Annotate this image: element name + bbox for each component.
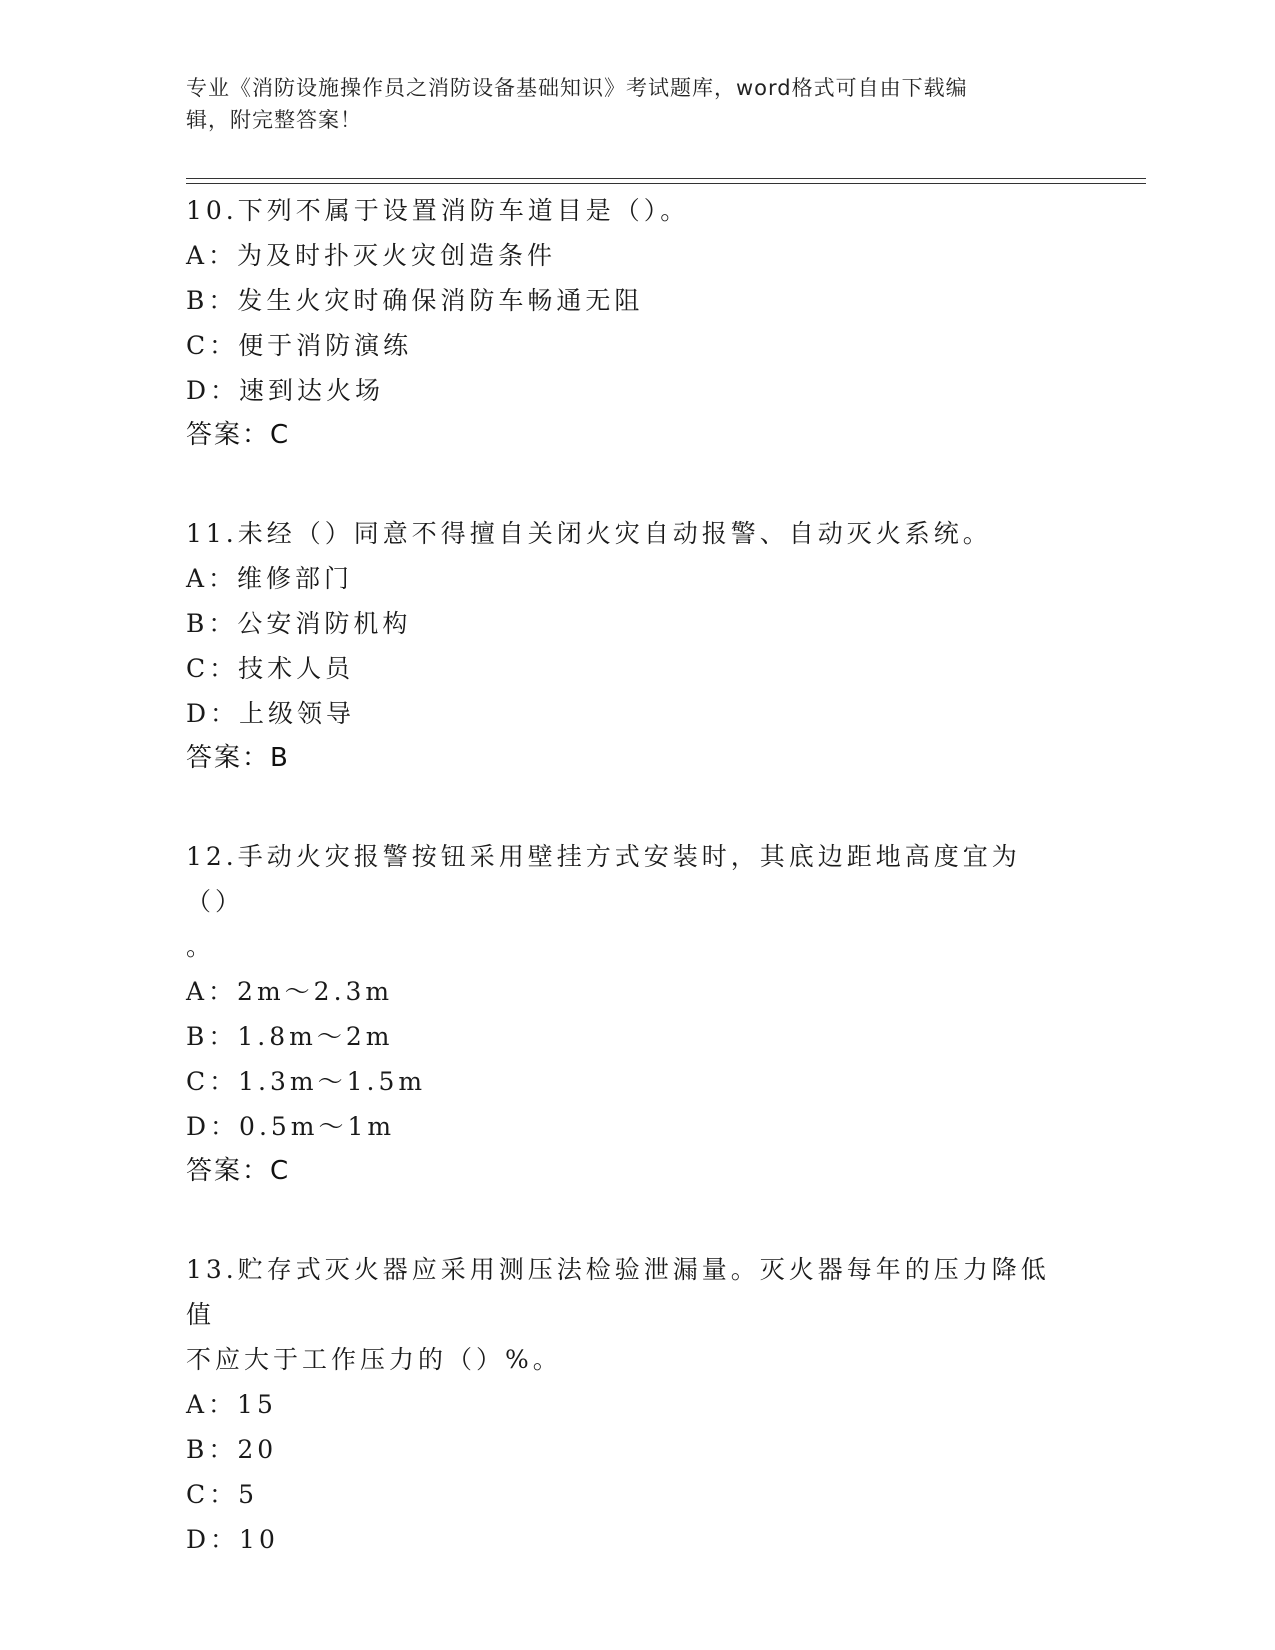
document-header xyxy=(186,72,1066,136)
header-divider-top xyxy=(186,178,1146,179)
question-stem: 12.手动火灾报警按钮采用壁挂方式安装时，其底边距地高度宜为（） xyxy=(186,842,1021,916)
option-d: D：0.5m～1m xyxy=(186,1112,396,1141)
header-line-1: 专业《消防设施操作员之消防设备基础知识》考试题库，word格式可自由下载编 xyxy=(186,76,968,100)
question-list xyxy=(186,188,1086,1562)
option-a: A：2m～2.3m xyxy=(186,977,394,1006)
question-spacer xyxy=(186,458,1086,511)
question-12 xyxy=(186,834,1086,1194)
question-stem: 13.贮存式灭火器应采用测压法检验泄漏量。灭火器每年的压力降低值 xyxy=(186,1255,1050,1329)
option-b: B：20 xyxy=(186,1435,278,1464)
option-d: D：10 xyxy=(186,1525,279,1554)
header-line-2: 辑，附完整答案！ xyxy=(186,108,362,132)
header-divider-bottom xyxy=(186,183,1146,184)
question-stem: 10.下列不属于设置消防车道目是（）。 xyxy=(186,196,690,225)
option-b: B：1.8m～2m xyxy=(186,1022,394,1051)
option-b: B：发生火灾时确保消防车畅通无阻 xyxy=(186,286,644,315)
question-10 xyxy=(186,188,1086,458)
option-d: D：速到达火场 xyxy=(186,376,385,405)
option-b: B：公安消防机构 xyxy=(186,609,412,638)
option-c: C：技术人员 xyxy=(186,654,355,683)
option-c: C：便于消防演练 xyxy=(186,331,413,360)
option-c: C：1.3m～1.5m xyxy=(186,1067,427,1096)
option-a: A：15 xyxy=(186,1390,277,1419)
question-11 xyxy=(186,511,1086,781)
option-a: A：为及时扑灭火灾创造条件 xyxy=(186,241,557,270)
option-a: A：维修部门 xyxy=(186,564,354,593)
answer-line: 答案：B xyxy=(186,743,290,773)
question-stem-continuation: 。 xyxy=(186,932,216,961)
question-13 xyxy=(186,1247,1086,1562)
question-spacer xyxy=(186,781,1086,834)
option-c: C：5 xyxy=(186,1480,259,1509)
question-stem: 11.未经（）同意不得擅自关闭火灾自动报警、自动灭火系统。 xyxy=(186,519,992,548)
option-d: D：上级领导 xyxy=(186,699,356,728)
answer-line: 答案：C xyxy=(186,1156,291,1186)
question-stem-continuation: 不应大于工作压力的（）%。 xyxy=(186,1345,562,1374)
question-spacer xyxy=(186,1194,1086,1247)
answer-line: 答案：C xyxy=(186,420,291,450)
